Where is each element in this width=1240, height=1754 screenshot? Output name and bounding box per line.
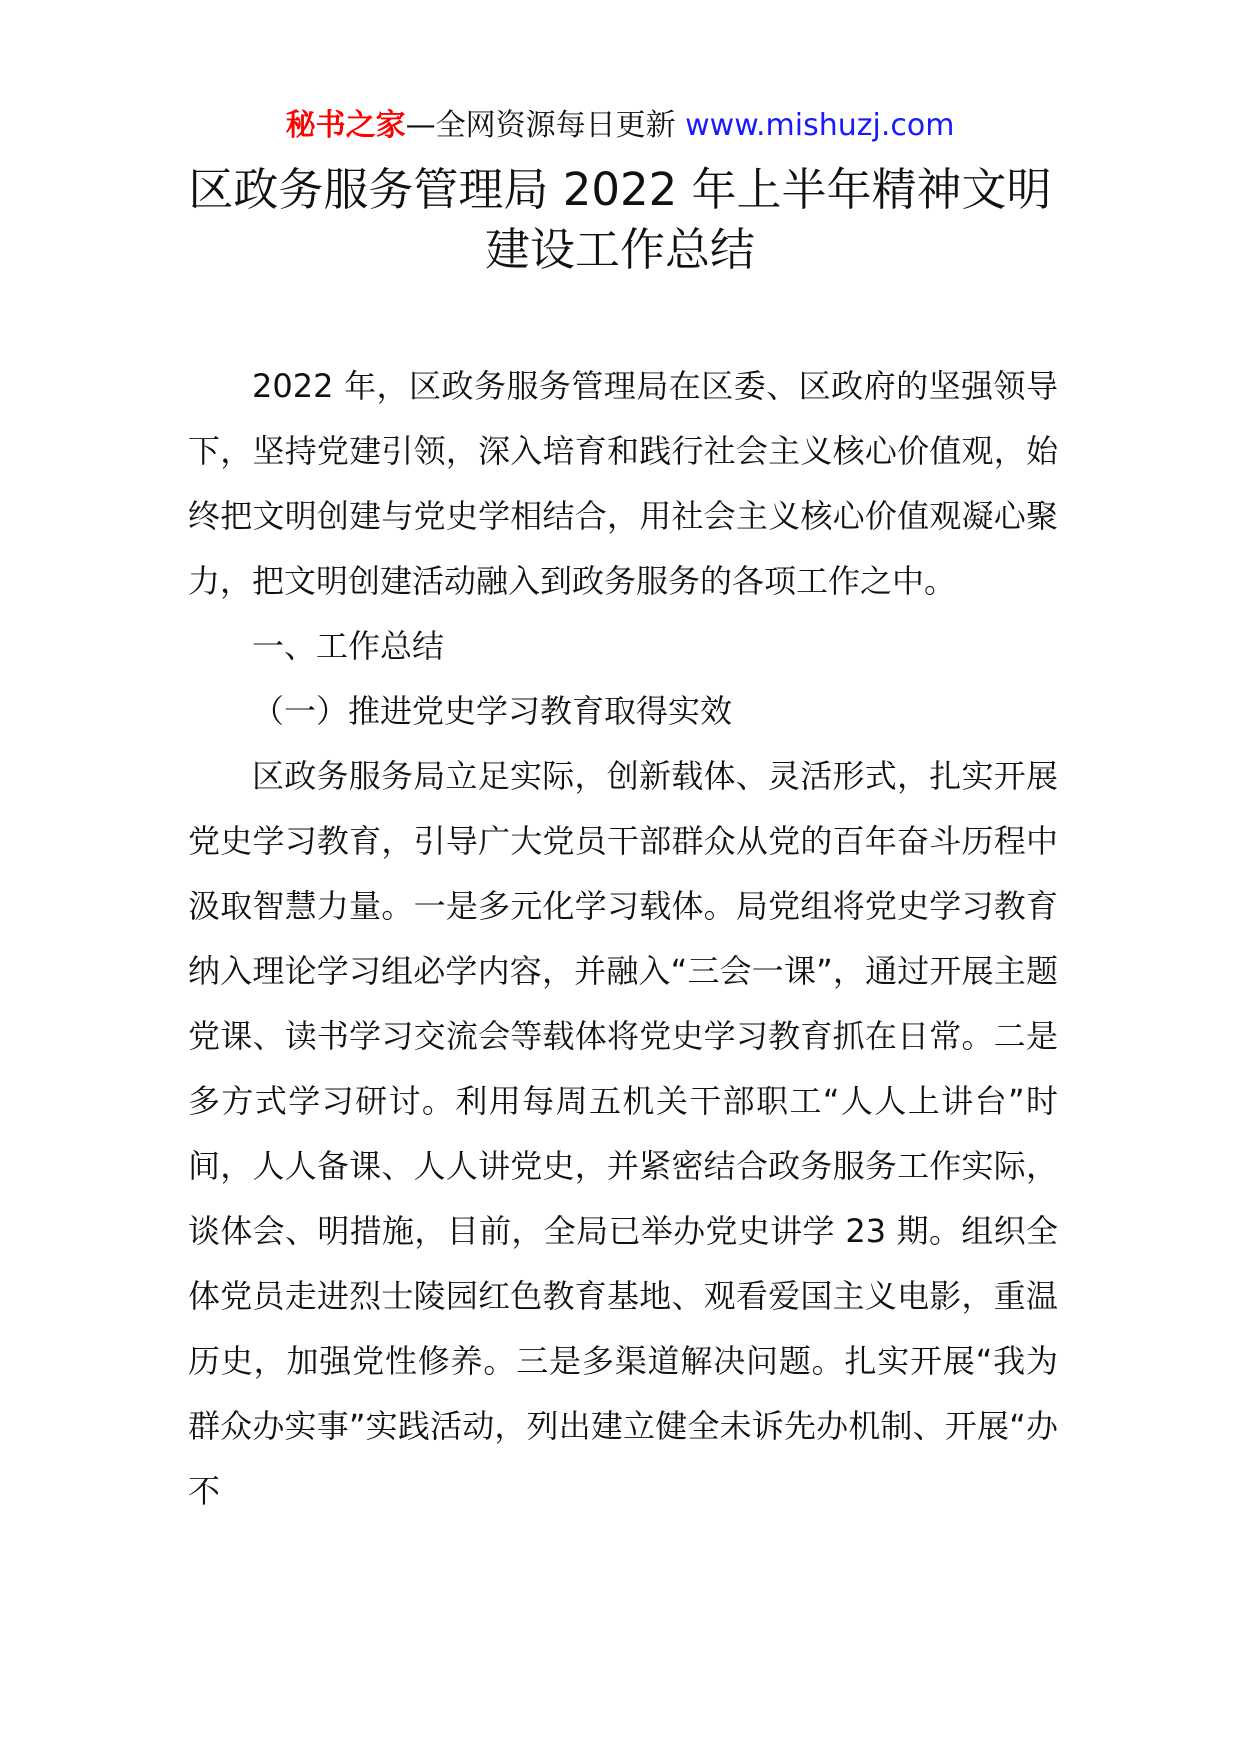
document-body — [188, 354, 1058, 1524]
title-line-1: 区政务服务管理局 2022 年上半年精神文明 — [188, 163, 1052, 216]
section-heading: 一、工作总结 — [252, 627, 445, 665]
subsection-heading: （一）推进党史学习教育取得实效 — [252, 692, 733, 730]
intro-paragraph: 2022 年，区政务服务管理局在区委、区政府的坚强领导下，坚持党建引领，深入培育和践行社会主义核心价值观，始终把文明创建与党史学相结合，用社会主义核心价值观凝心聚力，把文明创建活动融入到政务服务的各项工作之中。 — [188, 367, 1058, 600]
body-paragraph: 区政务服务局立足实际，创新载体、灵活形式，扎实开展党史学习教育，引导广大党员干部群众从党的百年奋斗历程中汲取智慧力量。一是多元化学习载体。局党组将党史学习教育纳入理论学习组必学内容，并融入“三会一课”，通过开展主题党课、读书学习交流会等载体将党史学习教育抓在日常。二是多方式学习研讨。利用每周五机关干部职工“人人上讲台”时间，人人备课、人人讲党史，并紧密结合政务服务工作实际，谈体会、明措施，目前，全局已举办党史讲学 23 期。组织全体党员走进烈士陵园红色教育基地、观看爱国主义电影，重温历史，加强党性修养。三是多渠道解决问题。扎实开展“我为群众办实事”实践活动，列出建立健全未诉先办机制、开展“办不 — [188, 757, 1058, 1510]
brand-name: 秘书之家 — [285, 108, 406, 143]
site-header — [0, 104, 1240, 148]
site-url-link[interactable]: www.mishuzj.com — [685, 108, 955, 143]
document-title — [150, 160, 1090, 280]
title-line-2: 建设工作总结 — [484, 223, 755, 276]
header-tagline: —全网资源每日更新 — [405, 108, 686, 143]
